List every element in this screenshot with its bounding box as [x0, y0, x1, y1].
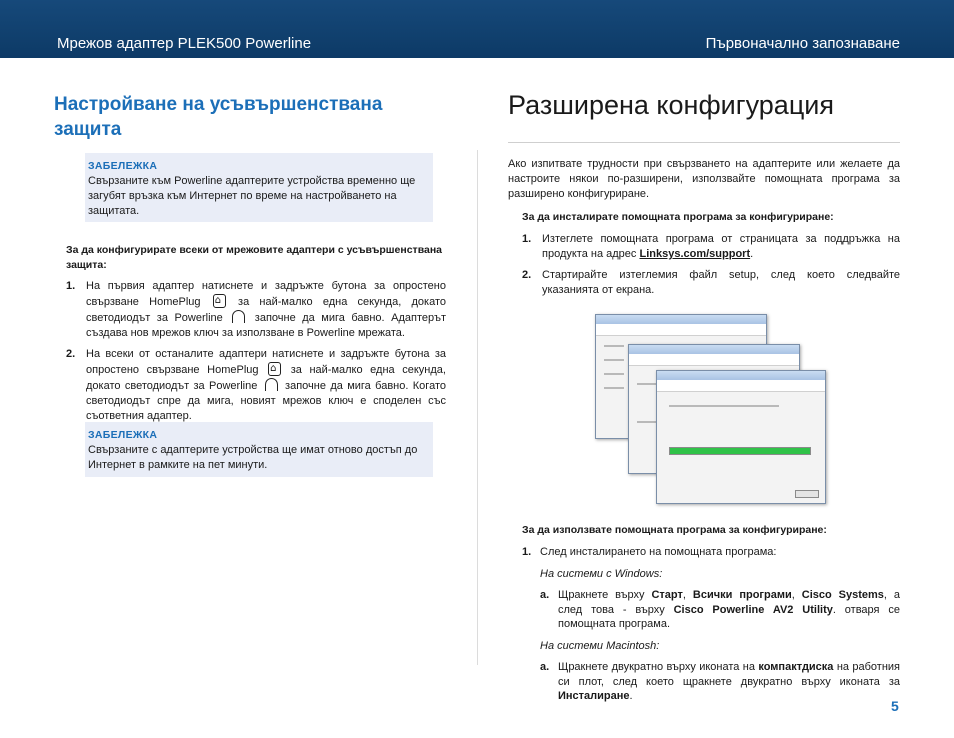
- text-part: Щракнете двукратно върху иконата на: [558, 661, 755, 673]
- cd-icon-label: компактдиска: [758, 661, 834, 673]
- step-text: [86, 279, 446, 341]
- steps-heading: За да конфигурирате всеки от мрежовите адаптери с усъвършенствана защита:: [66, 244, 443, 271]
- windows-instruction: [540, 588, 900, 632]
- text-part: .: [629, 690, 633, 702]
- text-part: ,: [791, 589, 795, 601]
- header-section-title: Първоначално запознаване: [705, 35, 900, 52]
- window-header: [596, 324, 766, 336]
- window-header: [657, 380, 825, 392]
- install-steps-list: [522, 232, 900, 304]
- support-link[interactable]: Linksys.com/support: [639, 248, 751, 260]
- cisco-systems-label: Cisco Systems: [801, 589, 884, 601]
- all-programs-label: Всички програми: [692, 589, 792, 601]
- page-number: 5: [891, 698, 899, 714]
- cancel-button: [795, 490, 819, 498]
- step-text: След инсталирането на помощната програма:: [540, 546, 777, 558]
- note-text: Свързаните с адаптерите устройства ще имат отново достъп до Интернет в рамките на пет минути.: [88, 444, 418, 471]
- window-title-bar: [596, 315, 766, 324]
- step-number: 1.: [522, 233, 532, 245]
- step-number: 1.: [522, 546, 532, 558]
- wizard-window-progress: [656, 370, 826, 504]
- text-line: [604, 359, 624, 361]
- step-text: Стартирайте изтеглемия файл setup, след което следвайте указанията от екрана.: [542, 269, 900, 296]
- step-text-part: за най-малко една секунда, докато светодиодът за Powerline: [86, 296, 447, 324]
- start-menu-label: Старт: [651, 589, 683, 601]
- text-line: [604, 387, 624, 389]
- item-letter: a.: [540, 589, 550, 601]
- step-text-part: за най-малко една секунда, докато светодиодът за Powerline: [86, 364, 446, 392]
- use-heading: За да използвате помощната програма за конфигуриране:: [522, 524, 827, 536]
- note-label: ЗАБЕЛЕЖКА: [88, 429, 158, 441]
- powerline-led-icon: [232, 310, 245, 323]
- left-column: [54, 92, 446, 142]
- text-part: . отваря се помощната програма.: [558, 603, 900, 630]
- security-steps-list: [66, 279, 446, 430]
- progress-bar: [669, 447, 811, 455]
- item-text: [558, 660, 900, 704]
- step-text-part: започне да мига бавно. Адаптерът създава нов мрежов ключ за използване в Powerline мрежата.: [86, 312, 447, 339]
- step-text: [542, 232, 900, 262]
- list-item: [522, 232, 900, 262]
- list-item: [66, 279, 446, 341]
- text-part: на работния си плот, след което щракнете двукратно върху иконата за: [558, 661, 900, 688]
- note-box-2: [85, 422, 433, 477]
- list-item: [522, 545, 900, 560]
- window-header: [629, 354, 799, 366]
- usage-instructions: [522, 545, 900, 704]
- step-text: [86, 347, 446, 424]
- text-part: , а след това - върху: [558, 589, 901, 616]
- install-heading: За да инсталирате помощната програма за конфигуриране:: [522, 211, 834, 223]
- list-item: [66, 347, 446, 424]
- window-title-bar: [657, 371, 825, 380]
- mac-instruction: [540, 660, 900, 704]
- text-part: Щракнете върху: [558, 589, 645, 601]
- header-product-title: Мрежов адаптер PLEK500 Powerline: [57, 35, 312, 52]
- homeplug-button-icon: [268, 362, 281, 376]
- text-line: [604, 373, 624, 375]
- item-letter: a.: [540, 661, 550, 673]
- column-divider: [477, 150, 478, 665]
- note-box-1: [85, 153, 433, 222]
- step-text-part: На първия адаптер натиснете и задръжте бутона за опростено свързване HomePlug: [86, 280, 446, 308]
- step-number: 2.: [66, 348, 76, 360]
- step-text-part: Изтеглете помощната програма от страницата за поддръжка на продукта на адрес: [542, 233, 900, 260]
- step-text-part: На всеки от останалите адаптери натиснете и задръжте бутона за опростено свързване HomePlug: [86, 348, 446, 376]
- powerline-led-icon: [265, 378, 278, 391]
- text-line: [669, 405, 779, 407]
- page-title: Разширена конфигурация: [508, 90, 834, 120]
- setup-wizard-screenshot: [595, 314, 825, 504]
- list-item: [522, 268, 900, 298]
- mac-label: На системи Macintosh:: [540, 639, 660, 652]
- utility-name-label: Cisco Powerline AV2 Utility: [673, 603, 833, 616]
- item-text: [558, 588, 900, 632]
- homeplug-button-icon: [213, 294, 226, 308]
- text-line: [604, 345, 624, 347]
- install-label: Инсталиране: [558, 690, 630, 702]
- step-number: 2.: [522, 269, 532, 281]
- text-part: ,: [682, 589, 686, 601]
- intro-paragraph: Ако изпитвате трудности при свързването на адаптерите или желаете да настроите някои по-разширени, използвайте помощната програма за разширено конфигуриране.: [508, 158, 900, 200]
- step-text-part: започне да мига бавно. Когато светодиодът спре да мига, новият мрежов ключ е споделен със съответния адаптер.: [86, 380, 446, 422]
- step-number: 1.: [66, 280, 76, 292]
- windows-label: На системи с Windows:: [540, 567, 663, 580]
- section-title: Настройване на усъвършенствана защита: [54, 94, 383, 140]
- note-text: Свързаните към Powerline адаптерите устройства временно ще загубят връзка към Интернет по време на настройването на защитата.: [88, 175, 416, 217]
- note-label: ЗАБЕЛЕЖКА: [88, 160, 158, 172]
- title-divider: [508, 142, 900, 143]
- step-text-part: .: [750, 248, 754, 260]
- window-title-bar: [629, 345, 799, 354]
- page-header: [0, 0, 954, 58]
